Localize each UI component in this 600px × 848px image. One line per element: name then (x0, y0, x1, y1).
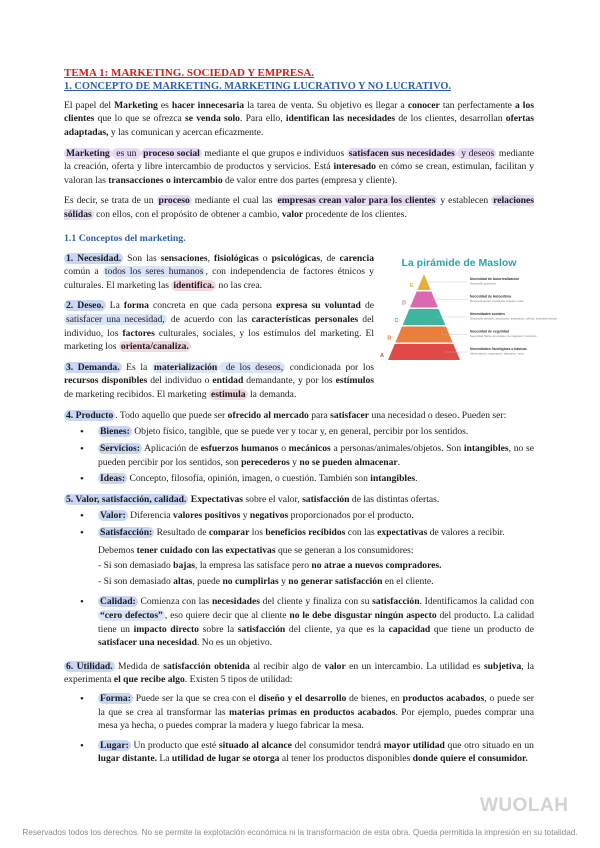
list-item-valor: • Valor: Diferencia valores positivos y negativos proporcionados por el producto. (64, 509, 534, 523)
list-item-calidad: • Calidad: Comienza con las necesidades del cliente y finaliza con su satisfacción. Identificamos la calidad con “cero defectos” , eso quiere decir que al cliente no le debe disgustar ningún aspecto del producto. La calidad tiene un impacto directo sobre la satisfacción del cliente, ya que es la capacidad que tiene un producto de satisfacer una necesidad. No es un objetivo. (64, 595, 534, 649)
concept-demanda: 3. Demanda. Es la materialización de los deseos, condicionada por los recursos disponibles del individuo o entidad demandante, y por los estímulos de marketing recibidos. El marketing estimula la demanda. (64, 361, 375, 401)
copyright-footer: Reservados todos los derechos. No se permite la explotación económica ni la transformación de esta obra. Queda permitida la impresión en su totalidad. (22, 828, 578, 837)
maslow-level-name: Necesidades fisiológicas o básicas (470, 346, 527, 351)
concepts-with-figure (64, 252, 557, 409)
maslow-level-description: Desarrollo afectivo, asociación, aceptación, afecto, intimidad sexual (470, 316, 557, 321)
document-body (64, 66, 557, 773)
maslow-title: La pirámide de Maslow (401, 256, 517, 269)
expectations-low: - Si son demasiado bajas, la empresa las satisface pero no atrae a nuevos compradores. (98, 560, 442, 572)
list-item-forma: • Forma: Puede ser la que se crea con el diseño y el desarrollo de bienes, en productos acabados, o puede ser la que se crea al transformar las materias primas en productos acabados. Por ejemplo, puedes comprar una mesa ya hecha, o puedes comprar la madera y luego fabricar la mesa. (64, 692, 534, 733)
maslow-letter-c: C (394, 317, 399, 324)
maslow-level-description: Reconocimiento, confianza, respeto, éxito (470, 298, 524, 303)
document-title: TEMA 1: MARKETING. SOCIEDAD Y EMPRESA. (64, 67, 315, 79)
list-item-satisfaccion: • Satisfacción: Resultado de comparar los beneficios recibidos con las expectativas de valores a recibir. (64, 526, 534, 540)
concept-necesidad: 1. Necesidad. Son las sensaciones, fisiológicas o psicológicas, de carencia común a todos los seres humanos , con independencia de factores étnicos y culturales. El marketing las identifica. no las crea. (64, 252, 374, 291)
product-types-list (64, 425, 534, 485)
maslow-letter-e: E (409, 282, 414, 289)
maslow-level-description: Alimentación, respiración, descanso, sexo (470, 351, 524, 356)
maslow-level-name: Necesidad de Autorrealización (470, 276, 520, 281)
maslow-letter-b: B (387, 335, 392, 342)
value-list (64, 509, 534, 539)
maslow-level-name: Necesidades sociales (470, 311, 506, 316)
utility-types-list (64, 692, 534, 766)
concept-producto: 4. Producto . Todo aquello que puede ser ofrecido al mercado para satisfacer una necesidad o deseo. Pueden ser: (66, 409, 507, 421)
maslow-pyramid-figure (380, 254, 557, 364)
maslow-level-description: Seguridad física, de empleo, de ingresos y recursos (470, 333, 537, 338)
list-item-bienes: • Bienes: Objeto físico, tangible, que se puede ver y tocar y, en general, percibir por los sentidos. (64, 425, 534, 439)
concept-valor-satisfaccion: 5. Valor, satisfacción, calidad. Expectativas sobre el valor, satisfacción de las distintas ofertas. (66, 493, 440, 505)
list-item-servicios: • Servicios: Aplicación de esfuerzos humanos o mecánicos a personas/animales/objetos. Son intangibles, no se pueden percibir por los sentidos, son perecederos y no se pueden almacenar. (64, 442, 534, 469)
maslow-level-name: Necesidad de Autoestima (470, 294, 512, 299)
concept-deseo: 2. Deseo. La forma concreta en que cada persona expresa su voluntad de satisfacer una necesidad, de acuerdo con las características personales del individuo, los factores culturales, sociales, y los estímulos del marketing. El marketing los orienta/canaliza. (64, 300, 375, 353)
paragraph-summary: Es decir, se trata de un proceso mediante el cual las empresas crean valor para los clientes y establecen relaciones sólidas con ellos, con el propósito de obtener a cambio, valor procedente de los clientes. (64, 195, 534, 221)
list-item-lugar: • Lugar: Un producto que esté situado al alcance del consumidor tendrá mayor utilidad que otro situado en un lugar distante. La utilidad de lugar se otorga al tener los productos disponibles donde quiere el consumidor. (64, 739, 534, 766)
maslow-letter-d: D (401, 300, 406, 307)
concept-utilidad: 6. Utilidad. Medida de satisfacción obtenida al recibir algo de valor en un intercambio. La utilidad es subjetiva, la experimenta el que recibe algo. Existen 5 tipos de utilidad: (64, 660, 534, 686)
wuolah-watermark-logo: WUOLAH (480, 795, 569, 816)
paragraph-definition: Marketing es un proceso social mediante el que grupos e individuos satisfacen sus necesidades y deseos mediante la creación, oferta y libre intercambio de productos y servicios. Está interesado en cómo se crean, estimulan, facilitan y valoran las transacciones o intercambio de valor entre dos partes (empresa y cliente). (64, 147, 535, 186)
maslow-level-name: Necesidad de seguridad (470, 329, 510, 334)
paragraph-intro: El papel del Marketing es hacer innecesaria la tarea de venta. Su objetivo es llegar a conocer tan perfectamente a los clientes que lo que se ofrezca se venda solo. Para ello, identifican las necesidades de los clientes, desarrollan ofertas adaptadas, y las comunican y acercan eficazmente. (64, 99, 534, 139)
section-title: 1. CONCEPTO DE MARKETING. MARKETING LUCRATIVO Y NO LUCRATIVO. (64, 81, 452, 93)
maslow-letter-a: A (380, 352, 384, 359)
expectations-note: Debemos tener cuidado con las expectativas que se generan a los consumidores: (98, 544, 414, 556)
expectations-high: - Si son demasiado altas, puede no cumplirlas y no generar satisfacción en el cliente. (98, 575, 434, 587)
quality-list (64, 595, 534, 649)
maslow-level-description: Desarrollo potencial (470, 281, 496, 286)
list-item-ideas: • Ideas: Concepto, filosofía, opinión, imagen, o cuestión. También son intangibles. (64, 472, 534, 486)
subsection-heading: 1.1 Conceptos del marketing. (64, 232, 186, 244)
